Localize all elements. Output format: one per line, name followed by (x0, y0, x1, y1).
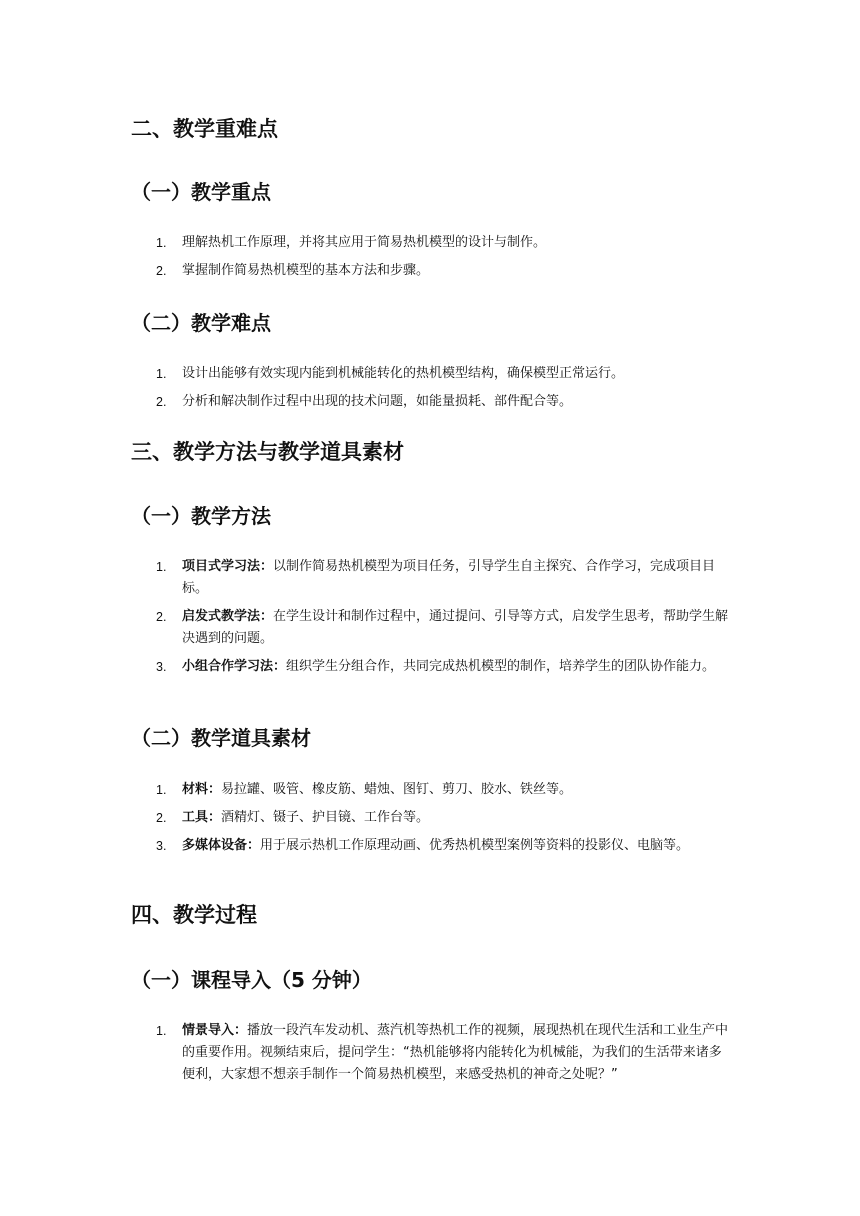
item-label: 情景导入： (182, 1023, 248, 1038)
list-item: 1. 材料：易拉罐、吸管、橡皮筋、蜡烛、图钉、剪刀、胶水、铁丝等。 (156, 782, 573, 797)
key-points-list (150, 232, 730, 288)
list-item: 1. 理解热机工作原理，并将其应用于简易热机模型的设计与制作。 (156, 235, 547, 250)
list-item: 2. 掌握制作简易热机模型的基本方法和步骤。 (156, 263, 430, 278)
section-heading-2: 二、教学重难点 (131, 117, 278, 141)
subsection-heading-difficulties: （二）教学难点 (131, 311, 271, 335)
item-label: 小组合作学习法： (182, 659, 287, 674)
list-item: 3. 小组合作学习法：组织学生分组合作，共同完成热机模型的制作，培养学生的团队协作能力。 (156, 659, 716, 674)
methods-list (150, 556, 730, 684)
list-item: 2. 启发式教学法：在学生设计和制作过程中，通过提问、引导等方式，启发学生思考，帮助学生解决遇到的问题。 (156, 609, 729, 646)
section-heading-3: 三、教学方法与教学道具素材 (131, 440, 404, 464)
list-item: 1. 项目式学习法：以制作简易热机模型为项目任务，引导学生自主探究、合作学习，完成项目目标。 (156, 559, 716, 596)
subsection-heading-materials: （二）教学道具素材 (131, 726, 311, 750)
item-label: 多媒体设备： (182, 838, 261, 853)
list-item: 1. 设计出能够有效实现内能到机械能转化的热机模型结构，确保模型正常运行。 (156, 366, 625, 381)
section-heading-4: 四、教学过程 (131, 903, 257, 927)
intro-list (150, 1020, 730, 1092)
item-label: 材料： (182, 782, 222, 797)
list-item: 2. 分析和解决制作过程中出现的技术问题，如能量损耗、部件配合等。 (156, 394, 573, 409)
difficulties-list (150, 363, 730, 419)
list-item: 3. 多媒体设备：用于展示热机工作原理动画、优秀热机模型案例等资料的投影仪、电脑等。 (156, 838, 690, 853)
item-label: 启发式教学法： (182, 609, 274, 624)
item-label: 项目式学习法： (182, 559, 274, 574)
materials-list (150, 779, 730, 863)
list-item: 1. 情景导入：播放一段汽车发动机、蒸汽机等热机工作的视频，展现热机在现代生活和工业生产中的重要作用。视频结束后，提问学生：“热机能够将内能转化为机械能，为我们的生活带来诸多便利，大家想不想亲手制作一个简易热机模型，来感受热机的神奇之处呢？” (156, 1023, 729, 1082)
subsection-heading-intro: （一）课程导入（5 分钟） (131, 968, 372, 992)
item-label: 工具： (182, 810, 222, 825)
subsection-heading-key-points: （一）教学重点 (131, 180, 271, 204)
subsection-heading-methods: （一）教学方法 (131, 504, 271, 528)
list-item: 2. 工具：酒精灯、镊子、护目镜、工作台等。 (156, 810, 430, 825)
